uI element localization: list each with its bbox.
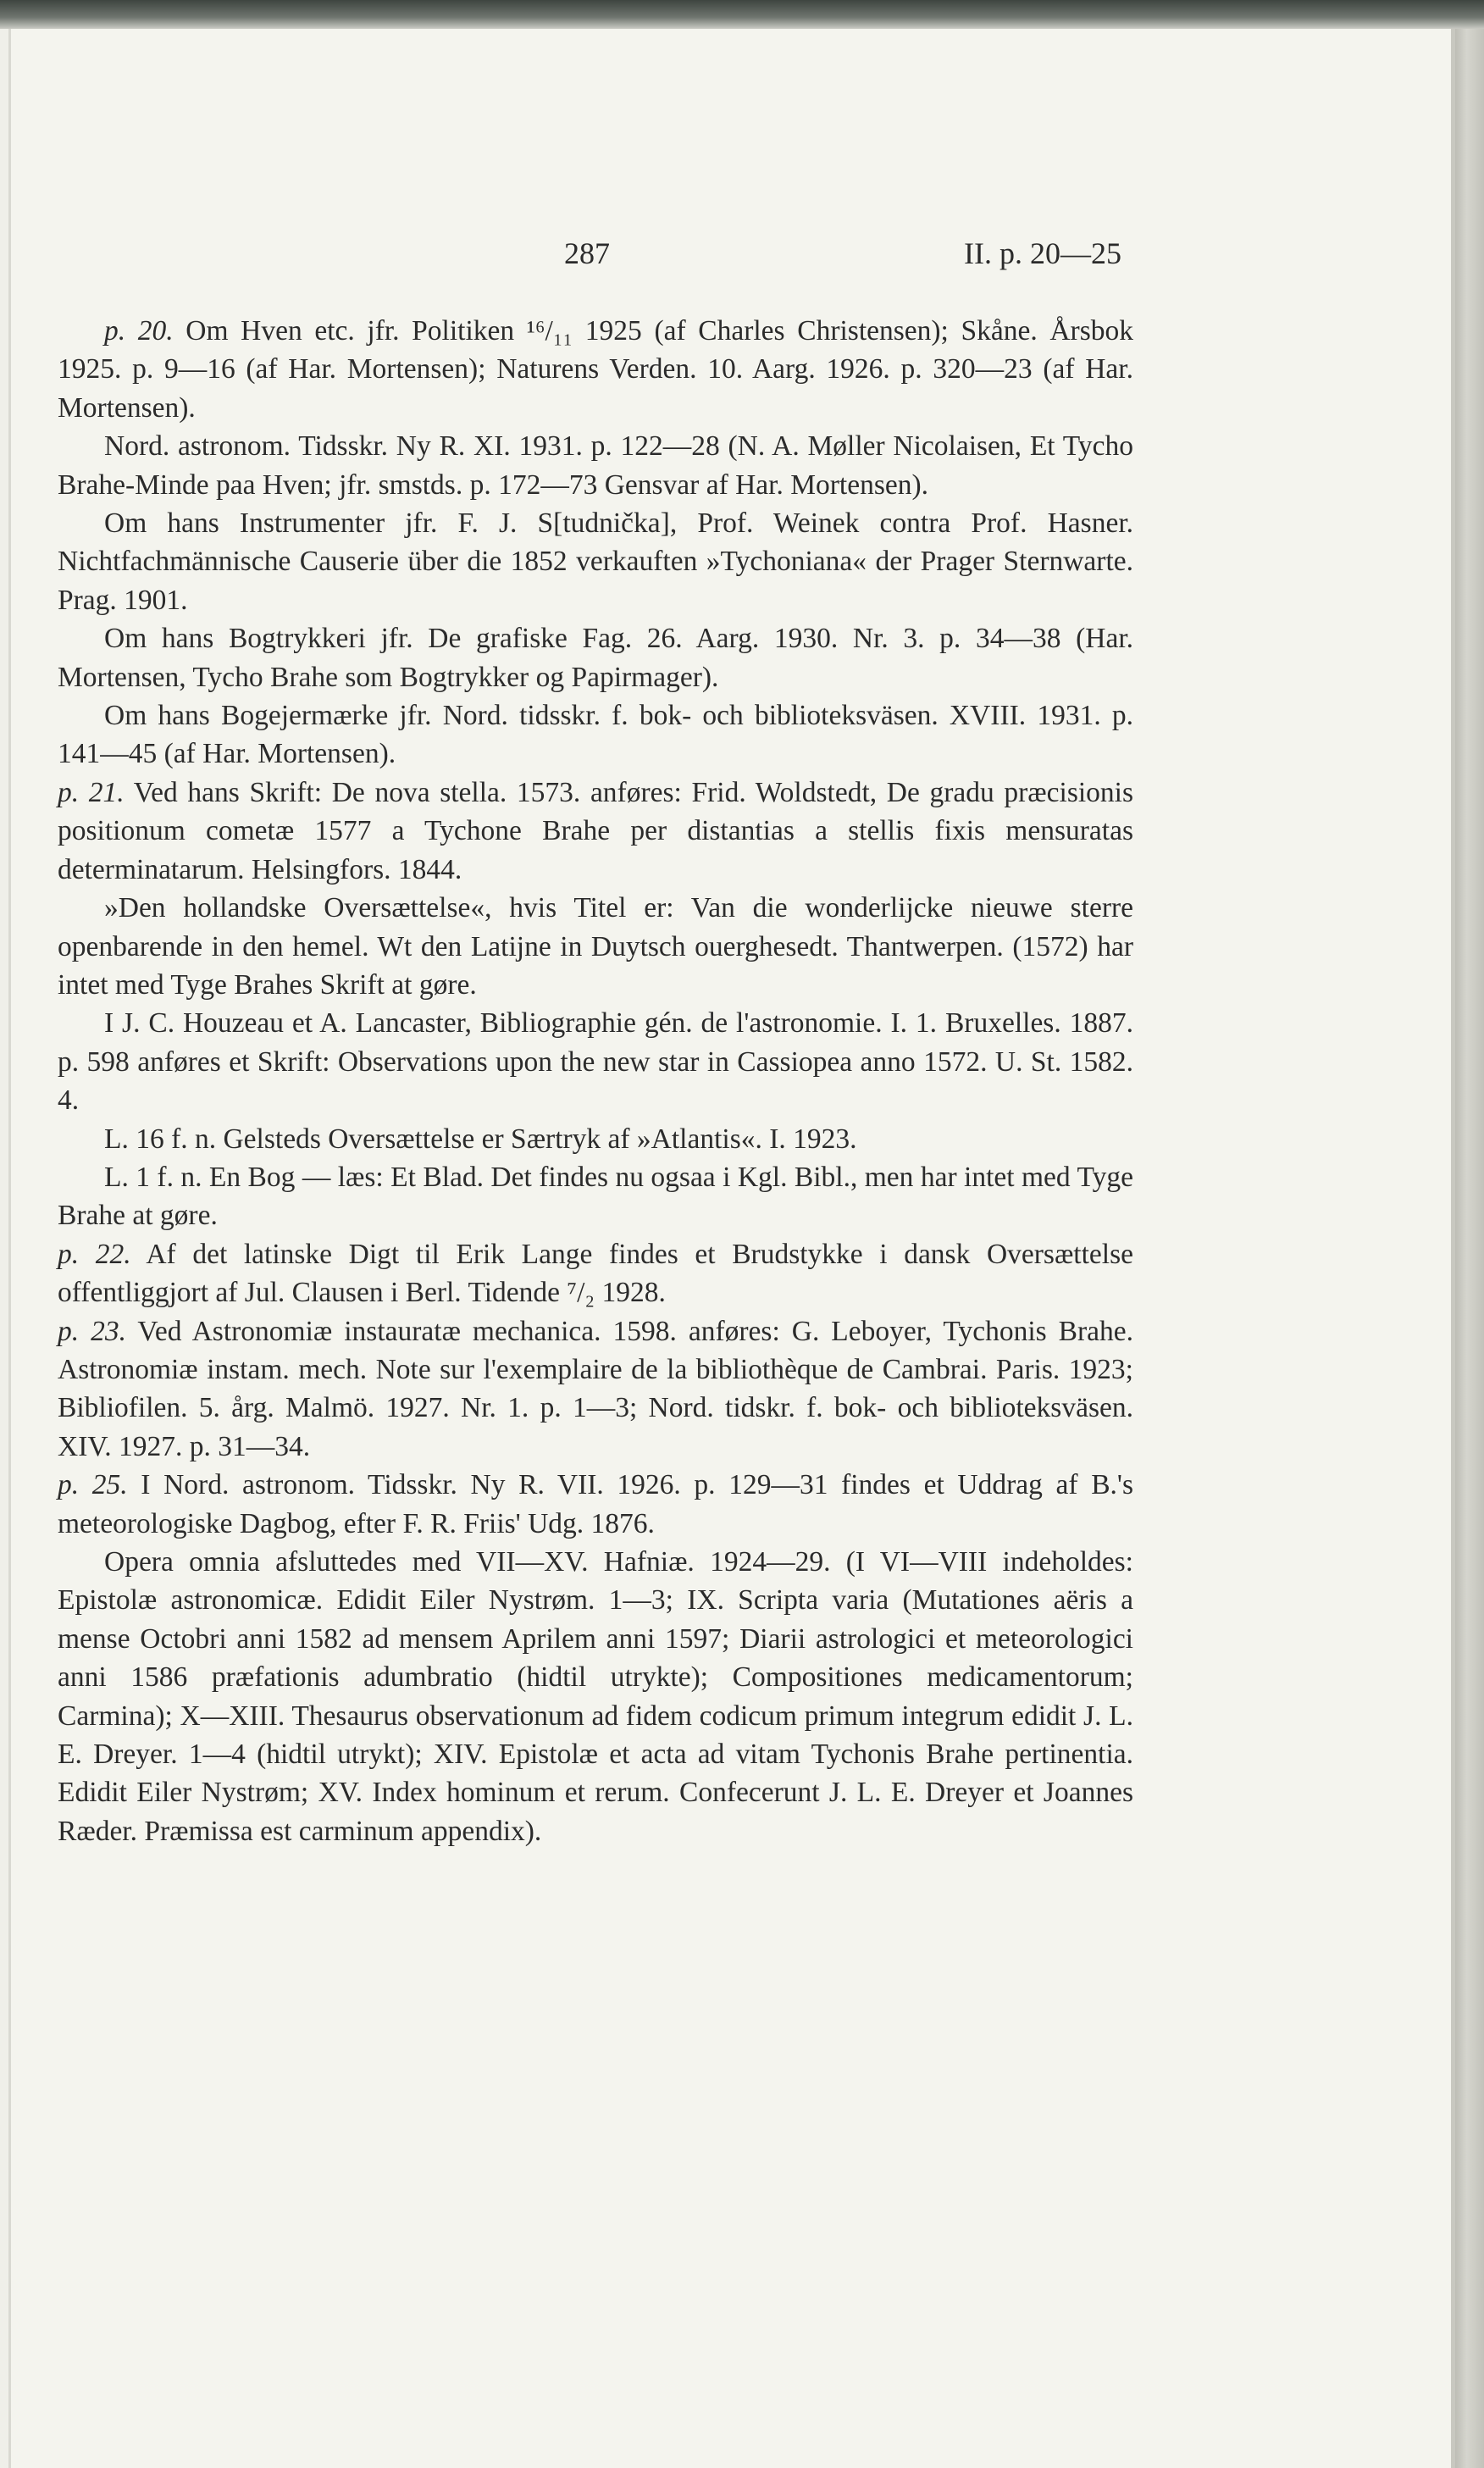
paragraph-text: Om hans Bogtrykkeri jfr. De grafiske Fag. 26. Aarg. 1930. Nr. 3. p. 34—38 (Har. Mortensen, Tycho Brahe som Bogtrykker og Papirmager). [58,623,1133,693]
paragraph-text: L. 16 f. n. Gelsteds Oversættelse er Særtryk af »Atlantis«. I. 1923. [104,1123,857,1155]
paragraph [58,1466,1133,1543]
paragraph [58,1543,1133,1850]
body-text [58,312,1133,1850]
paragraph-text: Om Hven etc. jfr. Politiken ¹⁶/₁₁ 1925 (af Charles Christensen); Skåne. Årsbok 1925. p. 9—16 (af Har. Mortensen); Naturens Verden. 10. Aarg. 1926. p. 320—23 (af Har. Mortensen). [58,315,1134,424]
paragraph [58,1235,1133,1312]
paragraph-text: Af det latinske Digt til Erik Lange findes et Brudstykke i dansk Oversættelse offentliggjort af Jul. Clausen i Berl. Tidende ⁷/₂ 1928. [58,1238,1133,1309]
page-number: 287 [564,236,610,270]
paragraph [58,1158,1133,1235]
paragraph-text: Ved hans Skrift: De nova stella. 1573. anføres: Frid. Woldstedt, De gradu præcisionis positionum cometæ 1577 a Tychone Brahe per distantias a stellis fixis mensuratas determinatarum. Helsingfors. 1844. [58,776,1134,885]
paragraph-text: »Den hollandske Oversættelse«, hvis Titel er: Van die wonderlijcke nieuwe sterre openbarende in den hemel. Wt den Latijne in Duytsch ouerghesedt. Thantwerpen. (1572) har intet med Tyge Brahes Skrift at gøre. [58,892,1133,1001]
scan-right-edge [1455,29,1484,2468]
paragraph [58,312,1133,427]
page-reference: p. 25. [58,1469,128,1501]
page-reference: p. 20. [104,315,174,347]
paragraph-text: Om hans Instrumenter jfr. F. J. S[tudnička], Prof. Weinek contra Prof. Hasner. Nichtfachmännische Causerie über die 1852 verkauften »Tychoniana« der Prager Sternwarte. Prag. 1901. [58,507,1133,616]
paragraph [58,427,1133,504]
page-reference: p. 21. [58,776,125,808]
paragraph [58,889,1133,1004]
paragraph [58,504,1133,619]
scan-top-edge [0,0,1484,29]
book-page [8,29,1455,2468]
paragraph-text: I Nord. astronom. Tidsskr. Ny R. VII. 1926. p. 129—31 findes et Uddrag af B.'s meteorologiske Dagbog, efter F. R. Friis' Udg. 1876. [58,1469,1133,1539]
page-reference: p. 23. [58,1315,126,1347]
paragraph [58,1004,1133,1119]
paragraph [58,696,1133,774]
running-head: II. p. 20—25 [964,236,1121,270]
paragraph [58,619,1133,696]
paragraph [58,1120,1133,1158]
paragraph [58,774,1133,889]
paragraph-text: Nord. astronom. Tidsskr. Ny R. XI. 1931. p. 122—28 (N. A. Møller Nicolaisen, Et Tycho Brahe-Minde paa Hven; jfr. smstds. p. 172—73 Gensvar af Har. Mortensen). [58,430,1133,501]
paragraph-text: L. 1 f. n. En Bog — læs: Et Blad. Det findes nu ogsaa i Kgl. Bibl., men har intet med Tyge Brahe at gøre. [58,1161,1133,1232]
paragraph [58,1312,1133,1467]
paragraph-text: I J. C. Houzeau et A. Lancaster, Bibliographie gén. de l'astronomie. I. 1. Bruxelles. 1887. p. 598 anføres et Skrift: Observations upon the new star in Cassiopea anno 1572. U. St. 1582. 4. [58,1007,1133,1117]
page-reference: p. 22. [58,1238,131,1270]
paragraph-text: Om hans Bogejermærke jfr. Nord. tidsskr. f. bok- och biblioteksväsen. XVIII. 1931. p. 141—45 (af Har. Mortensen). [58,700,1133,770]
paragraph-text: Opera omnia afsluttedes med VII—XV. Hafniæ. 1924—29. (I VI—VIII indeholdes: Epistolæ astronomicæ. Edidit Eiler Nystrøm. 1—3; IX. Scripta varia (Mutationes aëris a mense Octobri anni 1582 ad mensem Aprilem anni 1597; Diarii astrologici et meteorologici anni 1586 præfationis adumbratio (hidtil utrykte); Compositiones medicamentorum; Carmina); X—XIII. Thesaurus observationum ad fidem codicum primum integrum edidit J. L. E. Dreyer. 1—4 (hidtil utrykt); XIV. Epistolæ et acta ad vitam Tychonis Brahe pertinentia. Edidit Eiler Nystrøm; XV. Index hominum et rerum. Confecerunt J. L. E. Dreyer et Joannes Ræder. Præmissa est carminum appendix). [58,1546,1133,1847]
paragraph-text: Ved Astronomiæ instauratæ mechanica. 1598. anføres: G. Leboyer, Tychonis Brahe. Astronomiæ instam. mech. Note sur l'exemplaire de la bibliothèque de Cambrai. Paris. 1923; Bibliofilen. 5. årg. Malmö. 1927. Nr. 1. p. 1—3; Nord. tidskr. f. bok- och biblioteksväsen. XIV. 1927. p. 31—34. [58,1315,1134,1462]
